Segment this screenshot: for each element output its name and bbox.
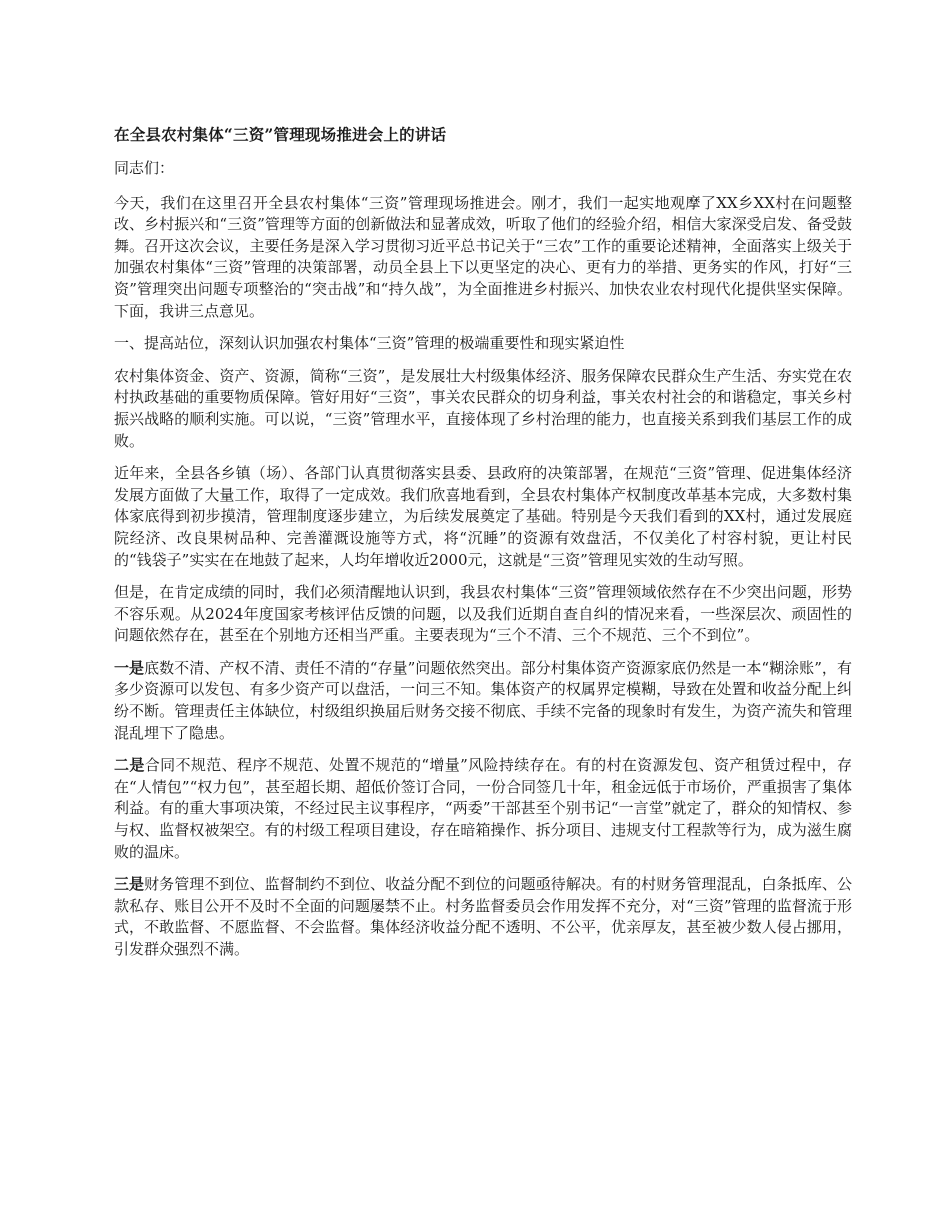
- problem-point-2: [114, 755, 852, 863]
- point-1-text: 底数不清、产权不清、责任不清的“存量”问题依然突出。部分村集体资产资源家底仍然是一本“糊涂账”，有多少资源可以发包、有多少资产可以盘活，一问三不知。集体资产的权属界定模糊，导致在处置和收益分配上纠纷不断。管理责任主体缺位，村级组织换届后财务交接不彻底、手续不完备的现象时有发生，为资产流失和管理混乱埋下了隐患。: [114, 658, 852, 742]
- definition-paragraph: 农村集体资金、资产、资源，简称“三资”，是发展壮大村级集体经济、服务保障农民群众生产生活、夯实党在农村执政基础的重要物质保障。管好用好“三资”，事关农民群众的切身利益，事关农村社会的和谐稳定，事关乡村振兴战略的顺利实施。可以说，“三资”管理水平，直接体现了乡村治理的能力，也直接关系到我们基层工作的成败。: [114, 366, 852, 450]
- section-heading-1: 一、提高站位，深刻认识加强农村集体“三资”管理的极端重要性和现实紧迫性: [114, 334, 625, 353]
- point-2-lead: 二是: [114, 756, 145, 775]
- problems-paragraph: 但是，在肯定成绩的同时，我们必须清醒地认识到，我县农村集体“三资”管理领域依然存在不少突出问题，形势不容乐观。从2024年度国家考核评估反馈的问题，以及我们近期自查自纠的情况来看，一些深层次、顽固性的问题依然存在，甚至在个别地方还相当严重。主要表现为“三个不清、三个不规范、三个不到位”。: [114, 583, 852, 645]
- point-2-text: 合同不规范、程序不规范、处置不规范的“增量”风险持续存在。有的村在资源发包、资产租赁过程中，存在“人情包”“权力包”，甚至超长期、超低价签订合同，一份合同签几十年，租金远低于市场价，严重损害了集体利益。有的重大事项决策，不经过民主议事程序，“两委”干部甚至个别书记“一言堂”就定了，群众的知情权、参与权、监督权被架空。有的村级工程项目建设，存在暗箱操作、拆分项目、违规支付工程款等行为，成为滋生腐败的温床。: [114, 756, 852, 861]
- point-3-lead: 三是: [114, 875, 145, 894]
- problem-point-3: [114, 874, 852, 960]
- document-page: [114, 124, 852, 972]
- intro-paragraph: 今天，我们在这里召开全县农村集体“三资”管理现场推进会。刚才，我们一起实地观摩了XX乡XX村在问题整改、乡村振兴和“三资”管理等方面的创新做法和显著成效，听取了他们的经验介绍，相信大家深受启发、备受鼓舞。召开这次会议，主要任务是深入学习贯彻习近平总书记关于“三农”工作的重要论述精神，全面落实上级关于加强农村集体“三资”管理的决策部署，动员全县上下以更坚定的决心、更有力的举措、更务实的作风，打好“三资”管理突出问题专项整治的“突击战”和“持久战”，为全面推进乡村振兴、加快农业农村现代化提供坚实保障。下面，我讲三点意见。: [114, 193, 852, 320]
- salutation: 同志们：: [114, 159, 175, 177]
- point-3-text: 财务管理不到位、监督制约不到位、收益分配不到位的问题亟待解决。有的村财务管理混乱，白条抵库、公款私存、账目公开不及时不全面的问题屡禁不止。村务监督委员会作用发挥不充分，对“三资”管理的监督流于形式，不敢监督、不愿监督、不会监督。集体经济收益分配不透明、不公平，优亲厚友，甚至被少数人侵占挪用，引发群众强烈不满。: [114, 875, 852, 958]
- progress-paragraph: 近年来，全县各乡镇（场）、各部门认真贯彻落实县委、县政府的决策部署，在规范“三资”管理、促进集体经济发展方面做了大量工作，取得了一定成效。我们欣喜地看到，全县农村集体产权制度改革基本完成，大多数村集体家底得到初步摸清，管理制度逐步建立，为后续发展奠定了基础。特别是今天我们看到的XX村，通过发展庭院经济、改良果树品种、完善灌溉设施等方式，将“沉睡”的资源有效盘活，不仅美化了村容村貌，更让村民的“钱袋子”实实在在地鼓了起来，人均年增收近2000元，这就是“三资”管理见实效的生动写照。: [114, 464, 852, 569]
- document-title: 在全县农村集体“三资”管理现场推进会上的讲话: [114, 125, 447, 144]
- point-1-lead: 一是: [114, 658, 145, 677]
- problem-point-1: [114, 658, 852, 744]
